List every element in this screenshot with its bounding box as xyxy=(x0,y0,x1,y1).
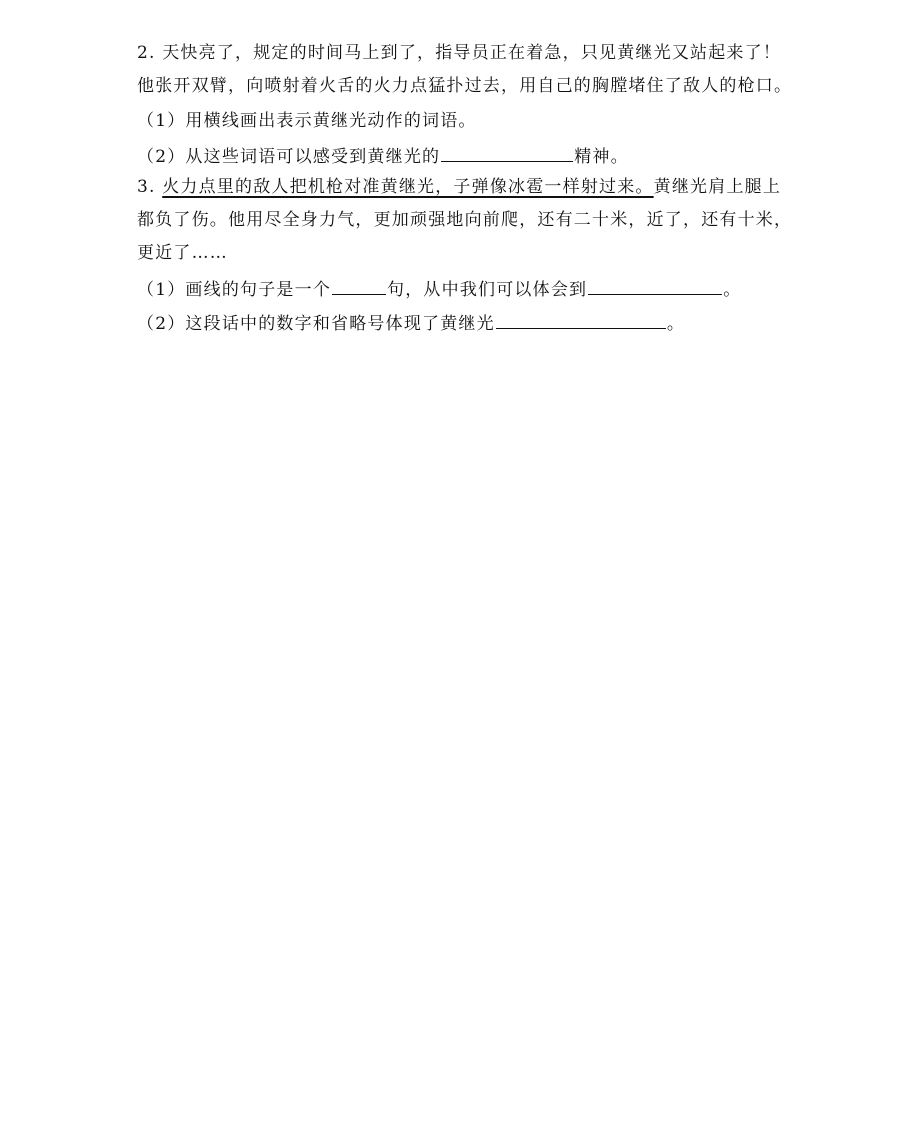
q3-sub1-part-b: 句，从中我们可以体会到 xyxy=(387,280,588,300)
q3-text-line-1 xyxy=(137,176,781,198)
q2-subquestion-1: （1）用横线画出表示黄继光动作的词语。 xyxy=(137,111,477,131)
answer-blank-quality[interactable] xyxy=(496,310,666,329)
q3-subquestion-1 xyxy=(137,276,741,301)
q2-text-line-2: 他张开双臂，向喷射着火舌的火力点猛扑过去，用自己的胸膛堵住了敌人的枪口。 xyxy=(137,76,793,96)
q3-sub2-part-b: 。 xyxy=(666,314,686,334)
q3-sub2-part-a: （2）这段话中的数字和省略号体现了黄继光 xyxy=(137,314,495,334)
answer-blank-feeling[interactable] xyxy=(588,276,722,295)
q3-text-line-2: 都负了伤。他用尽全身力气，更加顽强地向前爬，还有二十米，近了，还有十米， xyxy=(137,210,793,230)
q3-sub1-part-a: （1）画线的句子是一个 xyxy=(137,280,332,300)
q3-number: 3. xyxy=(137,177,163,197)
q2-sub2-prefix: （2）从这些词语可以感受到黄继光的 xyxy=(137,147,441,167)
q2-sub2-suffix: 精神。 xyxy=(574,147,629,167)
answer-blank-sentence-type[interactable] xyxy=(332,276,386,295)
q2-text-line-1: 2. 天快亮了，规定的时间马上到了，指导员正在着急，只见黄继光又站起来了！ xyxy=(137,43,782,63)
q3-underlined-sentence: 火力点里的敌人把机枪对准黄继光，子弹像冰雹一样射过来。 xyxy=(162,177,654,197)
q3-subquestion-2 xyxy=(137,310,685,335)
q3-sub1-part-c: 。 xyxy=(723,280,742,300)
q2-subquestion-2 xyxy=(137,143,629,168)
q3-line1-rest: 黄继光肩上腿上 xyxy=(653,177,782,197)
q3-text-line-3: 更近了…… xyxy=(137,243,228,263)
answer-blank-spirit[interactable] xyxy=(441,143,573,162)
